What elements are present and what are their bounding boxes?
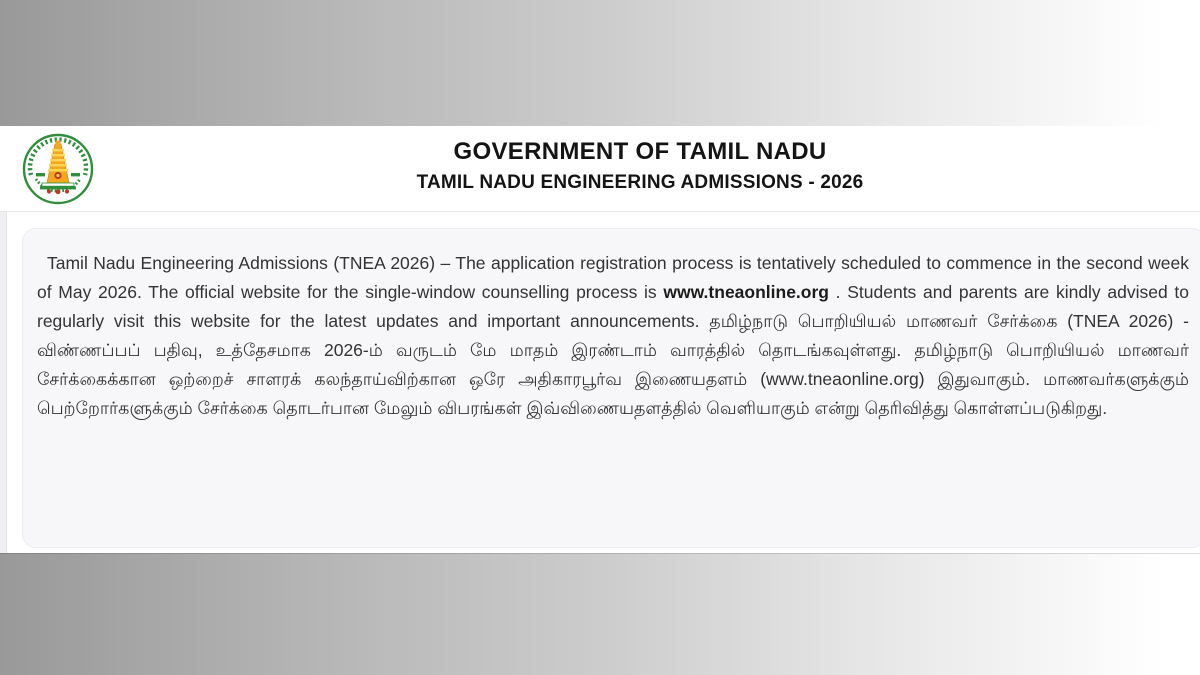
- notice-card: [22, 228, 1200, 548]
- tamil-nadu-government-emblem-icon: [22, 133, 94, 205]
- page-subtitle: TAMIL NADU ENGINEERING ADMISSIONS - 2026: [416, 172, 864, 194]
- notice-text-english-part2: . Students and parents are kindly advised to regularly visit this website for the latest updates and important announcements.: [37, 282, 1189, 331]
- site-header: [0, 126, 1200, 212]
- notice-text-english-part1: Tamil Nadu Engineering Admissions (TNEA 2026) – The application registration process is tentatively scheduled to commence in the second week of May 2026. The official website for the single-window counselling process is: [37, 253, 1189, 302]
- content-page: [0, 126, 1200, 553]
- notice-text-tamil: தமிழ்நாடு பொறியியல் மாணவர் சேர்க்கை (TNEA 2026) - விண்ணப்பப் பதிவு, உத்தேசமாக 2026-ம் வருடம் மே மாதம் இரண்டாம் வாரத்தில் தொடங்கவுள்ளது. தமிழ்நாடு பொறியியல் மாணவர் சேர்க்கைக்கான ஒற்றைச் சாளரக் கலந்தாய்விற்கான ஒரே அதிகாரபூர்வ இணையதளம் (www.tneaonline.org) இதுவாகும். மாணவர்களுக்கும் பெற்றோர்களுக்கும் சேர்க்கை தொடர்பான மேலும் விபரங்கள் இவ்விணையதளத்தில் வெளியாகும் என்று தெரிவித்து கொள்ளப்படுகிறது.: [37, 311, 1189, 418]
- official-website-text: www.tneaonline.org: [663, 282, 829, 302]
- page-title: GOVERNMENT OF TAMIL NADU: [453, 138, 827, 165]
- bottom-band-divider: [0, 553, 1200, 554]
- header-titles: [80, 126, 1200, 194]
- notice-paragraph: [37, 249, 1189, 423]
